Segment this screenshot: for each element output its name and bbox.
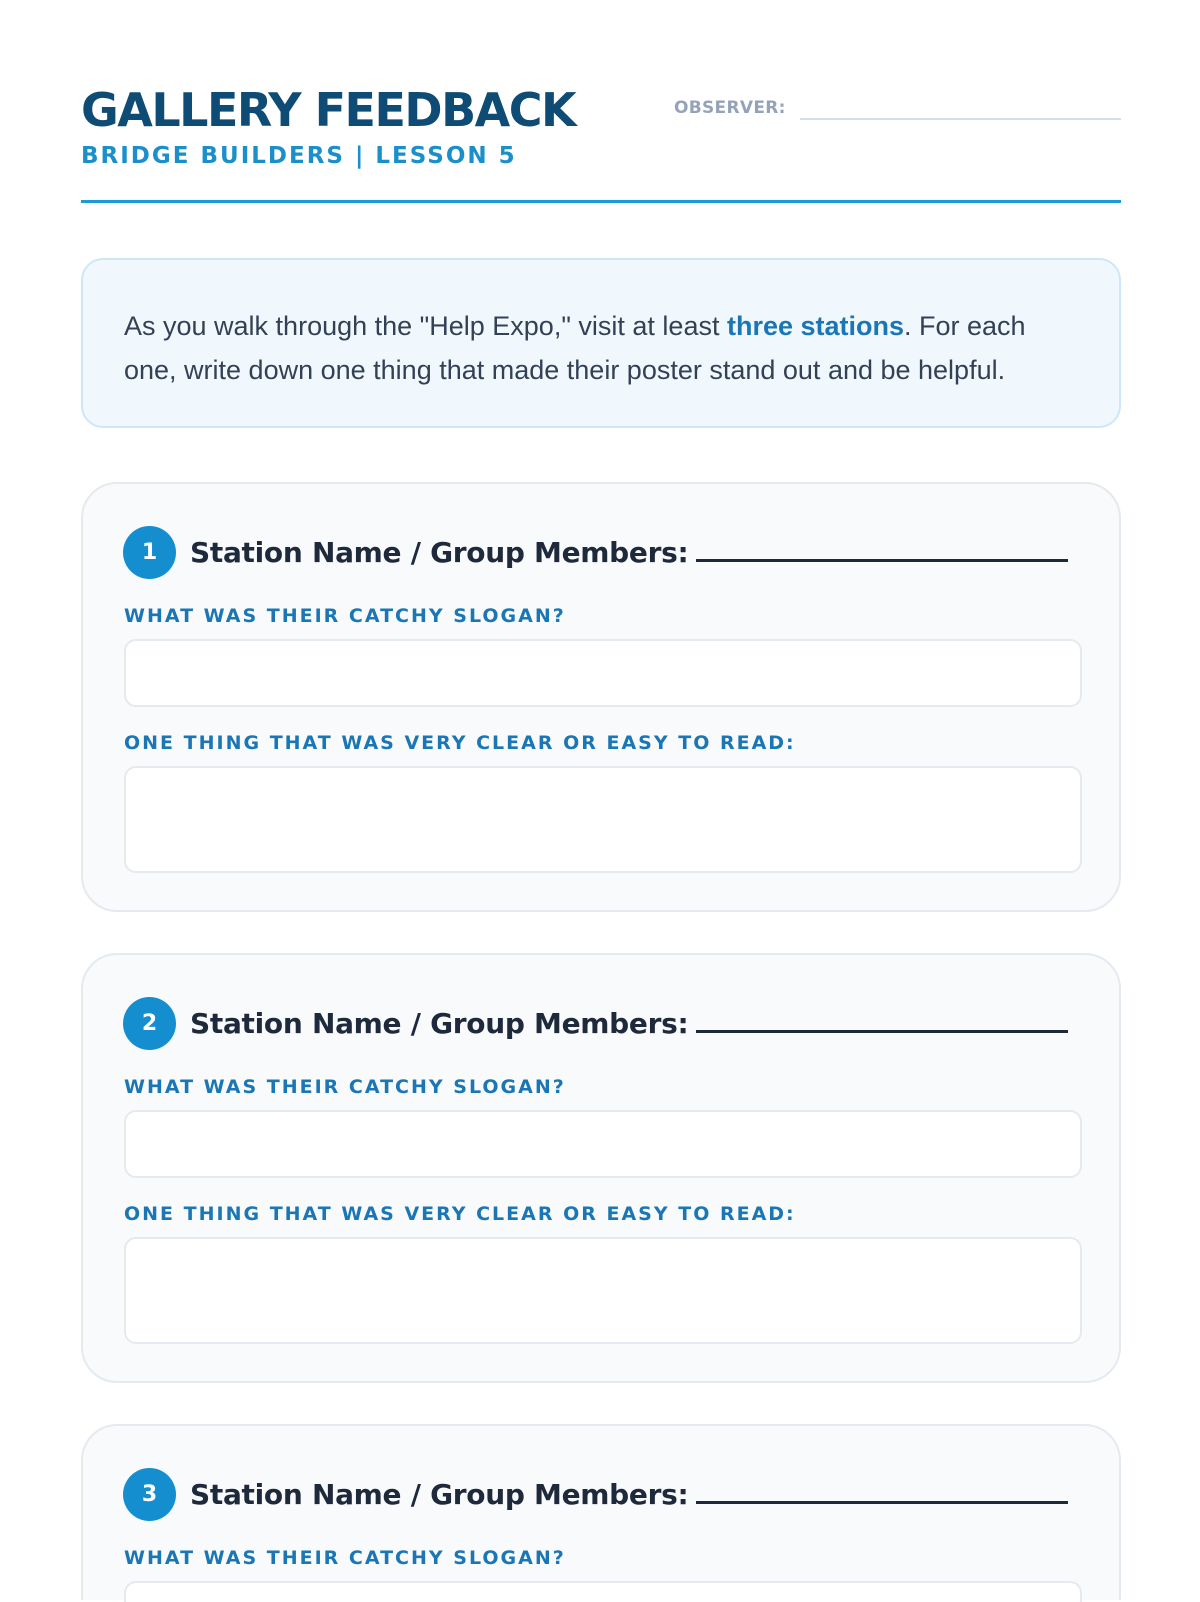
instructions-highlight: three stations: [726, 311, 905, 341]
page-title: GALLERY FEEDBACK: [81, 83, 576, 137]
station-header: [123, 526, 1068, 579]
observer-label: OBSERVER:: [674, 98, 786, 118]
slogan-answer-box[interactable]: [124, 1110, 1082, 1178]
observer-name-line[interactable]: [800, 88, 1121, 120]
worksheet-header: [81, 0, 1121, 203]
station-name-blank[interactable]: [696, 1005, 1068, 1033]
station-title: [190, 1475, 1068, 1515]
instructions-text-before: As you walk through the "Help Expo," visit at least: [124, 311, 727, 341]
station-name-blank[interactable]: [696, 534, 1068, 562]
station-number-badge: 3: [123, 1468, 176, 1521]
instructions-text-after: . For each one, write down one thing that made their poster stand out and be helpful.: [124, 311, 1026, 385]
instructions-box: [81, 258, 1121, 428]
lesson-subtitle: BRIDGE BUILDERS | LESSON 5: [81, 143, 517, 169]
station-name-blank[interactable]: [696, 1476, 1068, 1504]
clear-point-answer-box[interactable]: [124, 1237, 1082, 1344]
clear-point-answer-box[interactable]: [124, 766, 1082, 873]
slogan-answer-box[interactable]: [124, 639, 1082, 707]
station-title-text: Station Name / Group Members:: [190, 535, 689, 569]
clear-point-label: ONE THING THAT WAS VERY CLEAR OR EASY TO READ:: [124, 732, 796, 754]
station-title-text: Station Name / Group Members:: [190, 1477, 689, 1511]
station-card-3: [81, 1424, 1121, 1600]
observer-field: [674, 88, 1121, 120]
station-header: [123, 997, 1068, 1050]
station-card-2: [81, 953, 1121, 1383]
clear-point-label: ONE THING THAT WAS VERY CLEAR OR EASY TO READ:: [124, 1203, 796, 1225]
station-title: [190, 533, 1068, 573]
station-card-1: [81, 482, 1121, 912]
station-header: [123, 1468, 1068, 1521]
station-number-badge: 1: [123, 526, 176, 579]
slogan-answer-box[interactable]: [124, 1581, 1082, 1602]
slogan-label: WHAT WAS THEIR CATCHY SLOGAN?: [124, 1547, 566, 1569]
station-title: [190, 1004, 1068, 1044]
worksheet-page: [81, 0, 1121, 1569]
station-number-badge: 2: [123, 997, 176, 1050]
slogan-label: WHAT WAS THEIR CATCHY SLOGAN?: [124, 605, 566, 627]
slogan-label: WHAT WAS THEIR CATCHY SLOGAN?: [124, 1076, 566, 1098]
station-title-text: Station Name / Group Members:: [190, 1006, 689, 1040]
